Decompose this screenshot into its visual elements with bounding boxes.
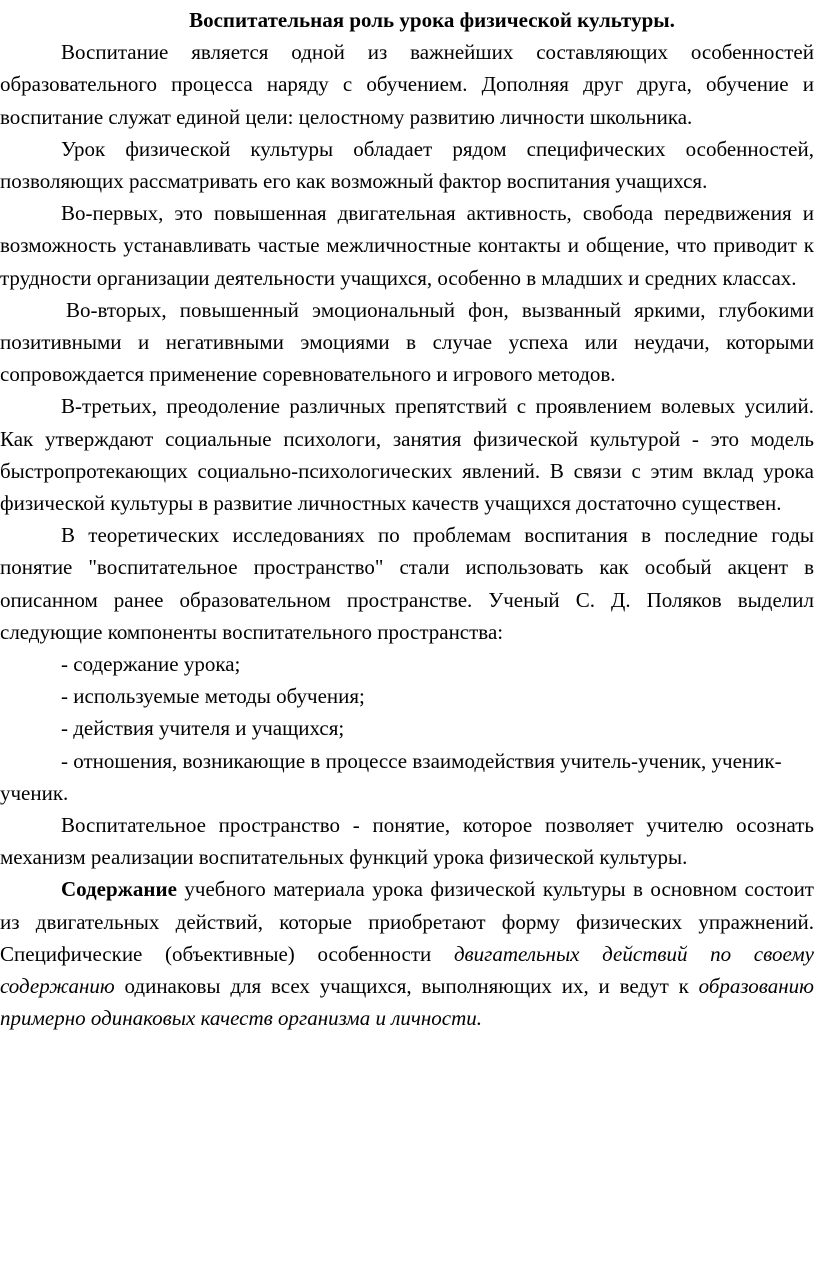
document-title: Воспитательная роль урока физической культуры.	[189, 8, 675, 32]
paragraph-theory: В теоретических исследованиях по проблемам воспитания в последние годы понятие "воспитательное пространство" стали использовать как особый акцент в описанном ранее образовательном пространстве. Ученый С. Д. Поляков выделил следующие компоненты воспитательного пространства:	[0, 523, 814, 644]
text-segment: учебного материала урока физической культуры в основном состоит из двигательных действий, которые приобретают форму физических упражнений. Специфические (объективные) особенности	[0, 877, 814, 966]
paragraph-firstly: Во-первых, это повышенная двигательная активность, свобода передвижения и возможность устанавливать частые межличностные контакты и общение, что приводит к трудности организации деятельности учащихся, особенно в младших и средних классах.	[0, 201, 814, 290]
list-item-relations: - отношения, возникающие в процессе взаимодействия учитель-ученик, ученик-ученик.	[0, 748, 782, 805]
paragraph-thirdly: В-третьих, преодоление различных препятствий с проявлением волевых усилий. Как утверждают социальные психологи, занятия физической культурой - это модель быстропротекающих социально-психологических явлений. В связи с этим вклад урока физической культуры в развитие личностных качеств учащихся достаточно существен.	[0, 394, 814, 516]
paragraph-content	[0, 873, 816, 1034]
paragraph-lesson-features: Урок физической культуры обладает рядом специфических особенностей, позволяющих рассматривать его как возможный фактор воспитания учащихся.	[0, 136, 814, 194]
italic-segment: двигательных действий по своему содержанию	[0, 941, 814, 999]
paragraph-upbringing: Воспитание является одной из важнейших составляющих особенностей образовательного процесса наряду с обучением. Дополняя друг друга, обучение и воспитание служат единой цели: целостному развитию личности школьника.	[0, 40, 814, 129]
bold-lead-word: Содержание	[61, 877, 177, 902]
list-item-actions: - действия учителя и учащихся;	[61, 716, 345, 741]
list-item-content: - содержание урока;	[61, 652, 241, 677]
paragraph-secondly: Во-вторых, повышенный эмоциональный фон, вызванный яркими, глубокими позитивными и негативными эмоциями в случае успеха или неудачи, которыми сопровождается применение соревновательного и игрового методов.	[0, 297, 814, 387]
text-segment: одинаковы для всех учащихся, выполняющих их, и ведут к	[114, 974, 699, 999]
paragraph-upbringing-space: Воспитательное пространство - понятие, которое позволяет учителю осознать механизм реализации воспитательных функций урока физической культуры.	[0, 813, 814, 870]
italic-segment: образованию примерно одинаковых качеств организма и личности.	[0, 974, 814, 1031]
list-item-methods: - используемые методы обучения;	[61, 684, 365, 709]
